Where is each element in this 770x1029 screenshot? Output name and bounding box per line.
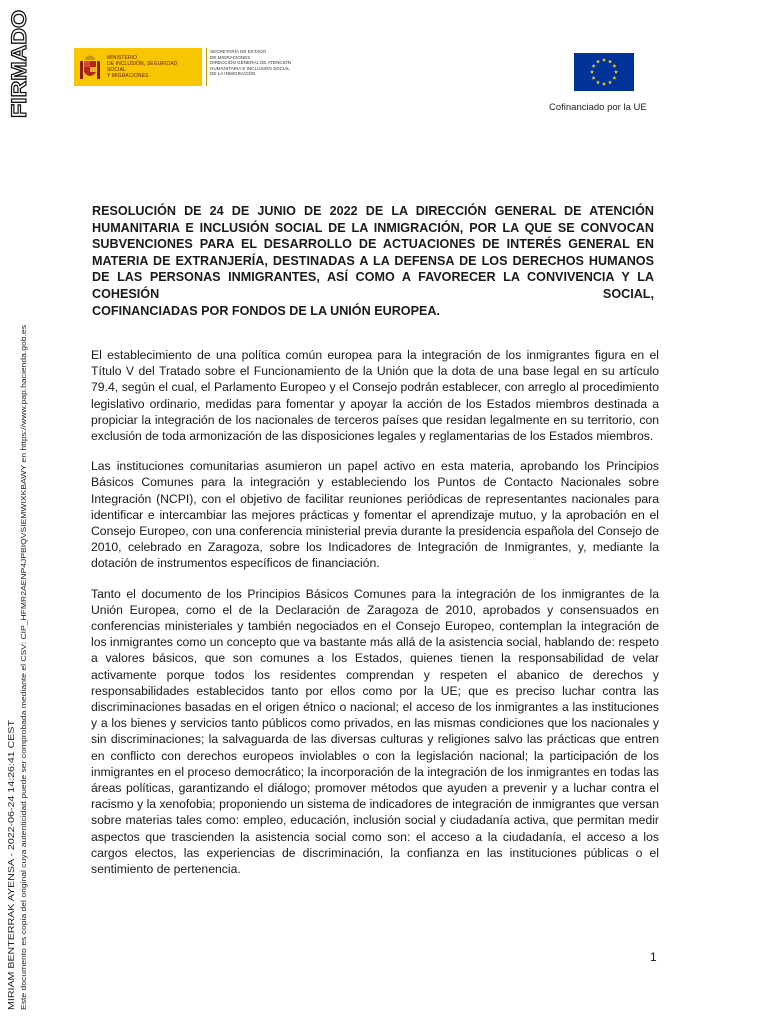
eu-flag-icon — [574, 53, 634, 91]
coat-of-arms-icon — [79, 52, 101, 82]
secretaria-line-3: DIRECCIÓN GENERAL DE ATENCIÓN — [210, 60, 291, 66]
eu-cofinanced-caption: Cofinanciado por la UE — [549, 102, 647, 113]
secretaria-line-5: DE LA INMIGRACIÓN — [210, 71, 256, 77]
ministry-line-1: MINISTERIO — [107, 55, 138, 61]
secretaria-line-1: SECRETARÍA DE ESTADO — [210, 49, 267, 54]
paragraph-2: Las instituciones comunitarias asumieron un papel activo en esta materia, aprobando los Principios Básicos Comunes para la integración y estableciendo los Puntos de Contacto Nacionales sobre Integración (NCPI), con el objetivo de facilitar reuniones periódicas de representantes nacionales para identificar e intercambiar las mejores prácticas y fomentar el aprendizaje mutuo, y la aprobación en el Consejo Europeo, con una conferencia ministerial previa durante la presidencia española del Consejo de 2010, celebrado en Zaragoza, sobre los Indicadores de Integración de Inmigrantes, y, mediante la dotación de instrumentos específicos de financiación. — [91, 459, 659, 571]
document-body — [91, 347, 659, 891]
signer-line: MIRIAM BENTERRAK AYENSA - 2022-06-24 14:26:41 CEST — [6, 783, 16, 1010]
ministry-logo — [74, 48, 202, 86]
ministry-line-3: Y MIGRACIONES — [107, 73, 149, 79]
secretaria-line-2: DE MIGRACIONES — [210, 54, 251, 60]
ministry-header — [74, 48, 302, 86]
csv-line: Este documento es copia del original cuya autenticidad puede ser comprobada mediante el CSV: CIP_HFMR2AENP4JPBIQVSIEMWIXKBAWY en https://www.pap.hacienda.gob.es — [19, 402, 28, 1010]
document-title-main: RESOLUCIÓN DE 24 DE JUNIO DE 2022 DE LA DIRECCIÓN GENERAL DE ATENCIÓN HUMANITARIA E INCLUSIÓN SOCIAL DE LA INMIGRACIÓN, POR LA QUE SE CONVOCAN SUBVENCIONES PARA EL DESARROLLO DE ACTUACIONES DE INTERÉS GENERAL EN MATERIA DE EXTRANJERÍA, DESTINADAS A LA DEFENSA DE LOS DERECHOS HUMANOS DE LAS PERSONAS INMIGRANTES, ASÍ COMO A FAVORECER LA CONVIVENCIA Y LA COHESIÓN SOCIAL, — [92, 204, 654, 301]
page-number: 1 — [650, 950, 657, 964]
document-title-last-line: COFINANCIADAS POR FONDOS DE LA UNIÓN EUROPEA. — [92, 303, 440, 318]
secretaria-line-4: HUMANITARIA E INCLUSIÓN SOCIAL — [210, 65, 290, 71]
ministry-line-2: DE INCLUSIÓN, SEGURIDAD SOCIAL — [107, 61, 178, 73]
paragraph-3: Tanto el documento de los Principios Básicos Comunes para la integración de los inmigrantes de la Unión Europea, como el de la Declaración de Zaragoza de 2010, aprobados y consensuados en conferencias ministeriales y también negociados en el Consejo Europeo, contemplan la integración de los inmigrantes como un concepto que va bastante más allá de la asistencia social, hablando de: respeto a valores básicos, que son comunes a los Estados, quienes tienen la responsabilidad de velar activamente porque todos los residentes comprendan y respeten el abanico de derechos y responsabilidades establecidos tanto por ellos como por la UE; que es preciso luchar contra las discriminaciones basadas en el origen étnico o nacional; el acceso de los inmigrantes a las instituciones y a los bienes y servicios tanto públicos como privados, en las mismas condiciones que los nacionales y sin discriminaciones; la salvaguarda de las diversas culturas y religiones salvo las prácticas que entren en conflicto con derechos europeos inviolables o con la legislación nacional; la participación de los inmigrantes en el proceso democrático; la incorporación de la integración de los inmigrantes en todas las áreas políticas, garantizando el diálogo; promover métodos que ayuden a prevenir y a luchar contra el racismo y la xenofobia; proponiendo un sistema de indicadores de integración de inmigrantes que versan sobre materias tales como: empleo, educación, inclusión social y ciudadanía activa, que permitan medir aspectos que trascienden la asistencia social como son: el acceso a la ciudadanía, el acceso a los cargos electos, las experiencias de discriminación, la confianza en las instituciones públicas o el sentimiento de pertenencia. — [91, 586, 659, 877]
csv-verification-strip — [0, 0, 40, 1024]
secretaria-label — [206, 48, 302, 86]
paragraph-1: El establecimiento de una política común europea para la integración de los inmigrantes figura en el Título V del Tratado sobre el Funcionamiento de la Unión que la dota de una base legal en su artículo 79.4, según el cual, el Parlamento Europeo y el Consejo podrán establecer, con arreglo al procedimiento legislativo ordinario, medidas para fomentar y apoyar la acción de los Estados miembros destinada a propiciar la integración de los nacionales de terceros países que residan legalmente en su territorio, con exclusión de toda armonización de las disposiciones legales y reglamentarias de los Estados miembros. — [91, 348, 659, 444]
firmado-text: FIRMADO — [8, 20, 31, 118]
document-title — [92, 203, 654, 319]
